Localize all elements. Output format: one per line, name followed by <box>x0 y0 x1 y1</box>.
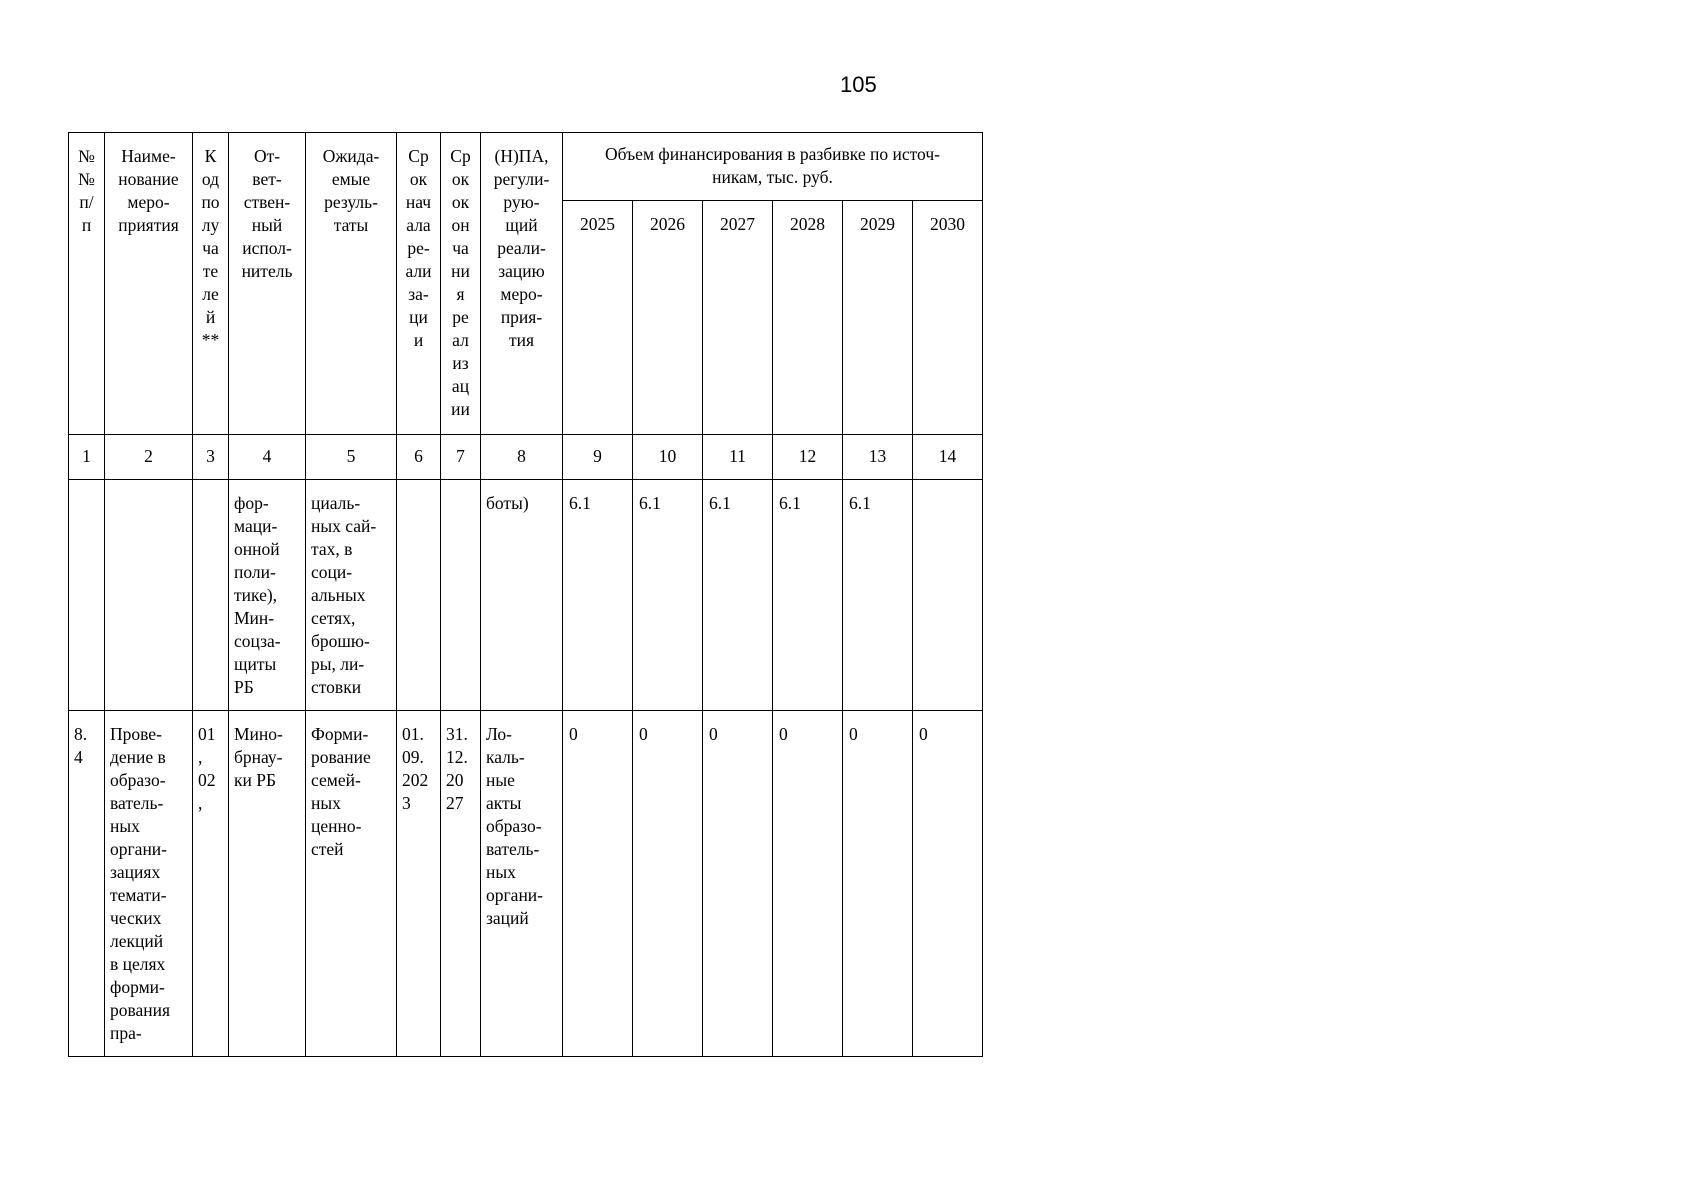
header-year: 2025 <box>563 201 633 435</box>
header-end-date: Ср ок ок он ча ни я ре ал из ац ии <box>441 133 481 435</box>
responsible-cell: Мино- брнау- ки РБ <box>229 711 306 1057</box>
header-recipient-code: К од по лу ча те ле й ** <box>193 133 229 435</box>
column-number: 13 <box>843 435 913 480</box>
end-date-cell <box>441 480 481 711</box>
recipient-code-cell: 01 , 02 , <box>193 711 229 1057</box>
column-number: 12 <box>773 435 843 480</box>
column-number: 6 <box>397 435 441 480</box>
table-row <box>69 480 983 711</box>
legal-act-cell: боты) <box>481 480 563 711</box>
financing-value-cell: 0 <box>913 711 983 1057</box>
header-activity-name: Наиме- нование меро- приятия <box>105 133 193 435</box>
column-number: 3 <box>193 435 229 480</box>
activity-name-cell: Прове- дение в образо- ватель- ных органи- зациях темати- ческих лекций в целях форми- рования пра- <box>105 711 193 1057</box>
header-number: № № п/ п <box>69 133 105 435</box>
column-number: 8 <box>481 435 563 480</box>
header-start-date: Ср ок нач ала ре- али за- ци и <box>397 133 441 435</box>
financing-value-cell: 6.1 <box>773 480 843 711</box>
recipient-code-cell <box>193 480 229 711</box>
header-legal-act: (Н)ПА, регули- рую- щий реали- зацию меро- прия- тия <box>481 133 563 435</box>
start-date-cell: 01. 09. 202 3 <box>397 711 441 1057</box>
financing-value-cell: 0 <box>703 711 773 1057</box>
activities-table <box>68 132 983 1057</box>
row-number-cell <box>69 480 105 711</box>
header-year: 2028 <box>773 201 843 435</box>
header-year: 2029 <box>843 201 913 435</box>
activity-name-cell <box>105 480 193 711</box>
header-financing: Объем финансирования в разбивке по источ- никам, тыс. руб. <box>563 133 983 201</box>
table-header-row <box>69 133 983 201</box>
financing-value-cell: 6.1 <box>703 480 773 711</box>
financing-value-cell: 6.1 <box>633 480 703 711</box>
expected-results-cell: циаль- ных сай- тах, в соци- альных сетях, брошю- ры, ли- стовки <box>306 480 397 711</box>
financing-value-cell: 6.1 <box>563 480 633 711</box>
header-expected-results: Ожида- емые резуль- таты <box>306 133 397 435</box>
column-number: 5 <box>306 435 397 480</box>
financing-value-cell: 0 <box>633 711 703 1057</box>
column-number: 7 <box>441 435 481 480</box>
column-number: 10 <box>633 435 703 480</box>
column-number: 9 <box>563 435 633 480</box>
financing-value-cell <box>913 480 983 711</box>
financing-value-cell: 6.1 <box>843 480 913 711</box>
row-number-cell: 8. 4 <box>69 711 105 1057</box>
end-date-cell: 31. 12. 20 27 <box>441 711 481 1057</box>
column-number: 11 <box>703 435 773 480</box>
header-year: 2030 <box>913 201 983 435</box>
financing-value-cell: 0 <box>843 711 913 1057</box>
financing-value-cell: 0 <box>563 711 633 1057</box>
financing-value-cell: 0 <box>773 711 843 1057</box>
header-responsible: От- вет- ствен- ный испол- нитель <box>229 133 306 435</box>
header-year: 2026 <box>633 201 703 435</box>
legal-act-cell: Ло- каль- ные акты образо- ватель- ных органи- заций <box>481 711 563 1057</box>
column-number: 2 <box>105 435 193 480</box>
page-number: 105 <box>840 72 877 97</box>
column-number: 14 <box>913 435 983 480</box>
header-year: 2027 <box>703 201 773 435</box>
start-date-cell <box>397 480 441 711</box>
column-numbers-row <box>69 435 983 480</box>
column-number: 4 <box>229 435 306 480</box>
responsible-cell: фор- маци- онной поли- тике), Мин- соцза- щиты РБ <box>229 480 306 711</box>
expected-results-cell: Форми- рование семей- ных ценно- стей <box>306 711 397 1057</box>
table-row <box>69 711 983 1057</box>
column-number: 1 <box>69 435 105 480</box>
